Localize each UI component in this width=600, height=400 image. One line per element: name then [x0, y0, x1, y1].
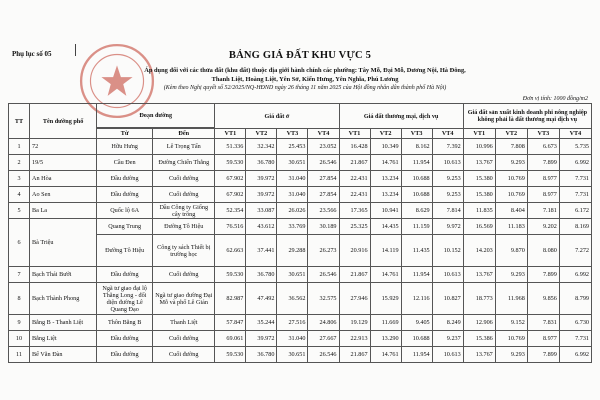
cell-tt: 3 [9, 171, 30, 187]
cell-price: 11.435 [401, 235, 432, 267]
cell-price: 11.835 [463, 203, 495, 219]
cell-price: 11.954 [401, 267, 432, 283]
cell-price: 9.293 [495, 347, 527, 363]
header-com-vt1: VT1 [339, 129, 370, 139]
cell-price: 8.977 [527, 331, 559, 347]
cell-price: 22.431 [339, 171, 370, 187]
cell-price: 19.129 [339, 315, 370, 331]
header-com-vt2: VT2 [370, 129, 401, 139]
cell-from: Đầu đường [97, 187, 153, 203]
table-row [9, 347, 592, 363]
table-row [9, 315, 592, 331]
table-row [9, 283, 592, 315]
cell-price: 10.613 [432, 267, 463, 283]
cell-street-name: Bằng B - Thanh Liệt [30, 315, 97, 331]
header-tt: TT [9, 104, 30, 139]
cell-price: 7.899 [527, 155, 559, 171]
header-com-vt4: VT4 [432, 129, 463, 139]
cell-street-name: Ao Sen [30, 187, 97, 203]
cell-price: 9.237 [432, 331, 463, 347]
cell-price: 6.992 [559, 155, 591, 171]
cell-street-name: An Hòa [30, 171, 97, 187]
cell-price: 9.293 [495, 155, 527, 171]
cell-price: 33.087 [246, 203, 277, 219]
cell-street-name: Bế Văn Đàn [30, 347, 97, 363]
cell-price: 32.342 [246, 139, 277, 155]
cell-price: 13.767 [463, 155, 495, 171]
cell-price: 82.987 [215, 283, 246, 315]
cell-price: 8.977 [527, 171, 559, 187]
cell-tt: 5 [9, 203, 30, 219]
cell-price: 9.856 [527, 283, 559, 315]
cell-price: 31.040 [277, 331, 308, 347]
cell-from: Hữu Hưng [97, 139, 153, 155]
cell-price: 36.562 [277, 283, 308, 315]
cell-price: 10.769 [495, 171, 527, 187]
cell-price: 23.566 [308, 203, 339, 219]
cell-price: 20.916 [339, 235, 370, 267]
table-row [9, 331, 592, 347]
cell-price: 30.651 [277, 347, 308, 363]
cell-from: Đầu đường [97, 171, 153, 187]
header-street: Tên đường phố [30, 104, 97, 139]
header-com-vt3: VT3 [401, 129, 432, 139]
cell-street-name: Bạch Thái Bưởi [30, 267, 97, 283]
cell-to: Cuối đường [153, 347, 215, 363]
cell-from: Cầu Đen [97, 155, 153, 171]
cell-price: 7.899 [527, 267, 559, 283]
cell-price: 10.996 [463, 139, 495, 155]
cell-price: 39.972 [246, 187, 277, 203]
cell-price: 15.929 [370, 283, 401, 315]
cell-street-name: Bạch Thành Phong [30, 283, 97, 315]
cell-street-name: 72 [30, 139, 97, 155]
cell-price: 10.688 [401, 187, 432, 203]
table-row [9, 187, 592, 203]
cell-price: 8.169 [559, 219, 591, 235]
cell-price: 9.253 [432, 171, 463, 187]
cell-tt: 1 [9, 139, 30, 155]
cell-price: 15.380 [463, 187, 495, 203]
cell-from: Thôn Bằng B [97, 315, 153, 331]
cell-price: 21.867 [339, 155, 370, 171]
cell-price: 13.290 [370, 331, 401, 347]
cell-to: Cuối đường [153, 171, 215, 187]
cell-tt: 10 [9, 331, 30, 347]
cell-price: 25.453 [277, 139, 308, 155]
cell-price: 27.854 [308, 187, 339, 203]
cell-price: 7.272 [559, 235, 591, 267]
cell-price: 7.731 [559, 331, 591, 347]
cell-price: 11.954 [401, 155, 432, 171]
cell-price: 10.613 [432, 347, 463, 363]
cell-street-name: 19/5 [30, 155, 97, 171]
cell-price: 30.651 [277, 267, 308, 283]
cell-price: 26.026 [277, 203, 308, 219]
cell-price: 7.808 [495, 139, 527, 155]
cell-price: 27.854 [308, 171, 339, 187]
cell-price: 30.651 [277, 155, 308, 171]
cell-price: 10.941 [370, 203, 401, 219]
cell-price: 11.183 [495, 219, 527, 235]
cell-price: 62.663 [215, 235, 246, 267]
cell-price: 18.773 [463, 283, 495, 315]
cell-to: Đường Chiến Thắng [153, 155, 215, 171]
cell-price: 76.516 [215, 219, 246, 235]
cell-price: 51.336 [215, 139, 246, 155]
cell-price: 16.428 [339, 139, 370, 155]
header-commercial: Giá đất thương mại, dịch vụ [339, 104, 463, 129]
cell-to: Ngã tư giao đường Đại Mỗ và phố Lê Giản [153, 283, 215, 315]
cell-price: 9.870 [495, 235, 527, 267]
cell-price: 6.172 [559, 203, 591, 219]
cell-price: 31.040 [277, 187, 308, 203]
cell-price: 43.612 [246, 219, 277, 235]
cell-street-name: Bà Triệu [30, 219, 97, 267]
cell-price: 52.354 [215, 203, 246, 219]
cell-price: 8.977 [527, 187, 559, 203]
cell-price: 9.202 [527, 219, 559, 235]
cell-price: 12.116 [401, 283, 432, 315]
header-residential: Giá đất ở [215, 104, 339, 129]
cell-price: 7.181 [527, 203, 559, 219]
table-row [9, 219, 592, 235]
cell-price: 7.899 [527, 347, 559, 363]
cell-to: Lê Trọng Tấn [153, 139, 215, 155]
cell-price: 11.954 [401, 347, 432, 363]
cell-price: 8.629 [401, 203, 432, 219]
cell-price: 17.365 [339, 203, 370, 219]
cell-price: 22.913 [339, 331, 370, 347]
cell-to: Cuối đường [153, 331, 215, 347]
cell-price: 22.431 [339, 187, 370, 203]
cell-price: 10.688 [401, 331, 432, 347]
cell-price: 37.441 [246, 235, 277, 267]
cell-price: 9.293 [495, 267, 527, 283]
cell-price: 14.761 [370, 267, 401, 283]
header-from: Từ [97, 129, 153, 139]
cell-price: 9.253 [432, 187, 463, 203]
cell-price: 13.767 [463, 347, 495, 363]
cell-tt: 11 [9, 347, 30, 363]
cell-price: 11.669 [370, 315, 401, 331]
cell-tt: 8 [9, 283, 30, 315]
cell-price: 39.972 [246, 331, 277, 347]
cell-to: Đường Tô Hiệu [153, 219, 215, 235]
cell-price: 21.867 [339, 347, 370, 363]
cell-to: Công ty sách Thiết bị trường học [153, 235, 215, 267]
cell-price: 59.530 [215, 347, 246, 363]
cell-price: 11.968 [495, 283, 527, 315]
header-res-vt3: VT3 [277, 129, 308, 139]
cell-to: Dầu Công ty Giống cây trồng [153, 203, 215, 219]
cell-price: 9.405 [401, 315, 432, 331]
land-price-table [8, 103, 592, 363]
header-prod-vt2: VT2 [495, 129, 527, 139]
cell-tt: 9 [9, 315, 30, 331]
cell-price: 47.492 [246, 283, 277, 315]
header-res-vt1: VT1 [215, 129, 246, 139]
cell-price: 8.249 [432, 315, 463, 331]
cell-price: 10.688 [401, 171, 432, 187]
cell-price: 67.902 [215, 187, 246, 203]
cell-price: 25.325 [339, 219, 370, 235]
table-row [9, 171, 592, 187]
cell-price: 15.380 [463, 171, 495, 187]
unit-note: Đơn vị tính: 1000 đồng/m2 [522, 96, 588, 102]
header-production: Giá đất sản xuất kinh doanh phi nông nghiệp không phải là đất thương mại dịch vụ [463, 104, 591, 129]
cell-price: 7.731 [559, 187, 591, 203]
cell-from: Ngã tư giao đại lộ Thăng Long - đối diện đường Lê Quang Đạo [97, 283, 153, 315]
cell-from: Đầu đường [97, 331, 153, 347]
cell-tt: 4 [9, 187, 30, 203]
cell-price: 57.847 [215, 315, 246, 331]
document-subtitle [95, 66, 515, 84]
cell-price: 27.946 [339, 283, 370, 315]
cell-price: 39.972 [246, 171, 277, 187]
cell-price: 7.831 [527, 315, 559, 331]
cell-tt: 6 [9, 219, 30, 267]
cell-price: 14.761 [370, 155, 401, 171]
subtitle-line-1: Áp dụng đối với các thửa đất (khu đất) thuộc địa giới hành chính các phường: Tây Mỗ, Đại Mỗ, Dương Nội, Hà Đông, [144, 67, 466, 74]
cell-price: 10.769 [495, 187, 527, 203]
cell-price: 7.731 [559, 171, 591, 187]
cell-price: 33.769 [277, 219, 308, 235]
header-res-vt4: VT4 [308, 129, 339, 139]
table-row [9, 235, 592, 267]
cell-price: 26.546 [308, 347, 339, 363]
cell-price: 7.814 [432, 203, 463, 219]
cell-price: 29.288 [277, 235, 308, 267]
cell-price: 12.906 [463, 315, 495, 331]
cell-price: 14.761 [370, 347, 401, 363]
cell-to: Thanh Liệt [153, 315, 215, 331]
cell-price: 27.516 [277, 315, 308, 331]
cell-price: 8.080 [527, 235, 559, 267]
cell-from: Quốc lộ 6A [97, 203, 153, 219]
cell-price: 14.203 [463, 235, 495, 267]
cell-street-name: Ba La [30, 203, 97, 219]
cell-from: Đầu đường [97, 347, 153, 363]
cell-price: 59.530 [215, 155, 246, 171]
cell-price: 23.052 [308, 139, 339, 155]
cell-price: 9.972 [432, 219, 463, 235]
cell-price: 7.392 [432, 139, 463, 155]
cell-to: Cuối đường [153, 187, 215, 203]
cell-price: 14.435 [370, 219, 401, 235]
cell-tt: 2 [9, 155, 30, 171]
document-title: BẢNG GIÁ ĐẤT KHU VỰC 5 [228, 50, 372, 61]
cell-price: 8.162 [401, 139, 432, 155]
cell-price: 15.386 [463, 331, 495, 347]
cell-price: 21.867 [339, 267, 370, 283]
subtitle-line-2: Thanh Liệt, Hoàng Liệt, Yên Sở, Kiến Hưng, Yên Nghĩa, Phú Lương [211, 76, 399, 83]
cell-price: 36.780 [246, 267, 277, 283]
appendix-label: Phụ lục số 05 [12, 50, 52, 58]
cell-price: 13.767 [463, 267, 495, 283]
cell-from: Quang Trung [97, 219, 153, 235]
legal-basis: (Kèm theo Nghị quyết số 52/2025/NQ-HĐND ngày 26 tháng 11 năm 2025 của Hội đồng nhân dân thành phố Hà Nội) [163, 85, 447, 91]
cell-price: 36.780 [246, 155, 277, 171]
header-prod-vt3: VT3 [527, 129, 559, 139]
cell-price: 35.244 [246, 315, 277, 331]
table-body [9, 139, 592, 363]
table-header [9, 104, 592, 139]
cell-price: 26.273 [308, 235, 339, 267]
table-row [9, 139, 592, 155]
cell-price: 6.730 [559, 315, 591, 331]
cell-price: 14.119 [370, 235, 401, 267]
cell-price: 11.159 [401, 219, 432, 235]
cell-price: 31.040 [277, 171, 308, 187]
cell-price: 9.152 [495, 315, 527, 331]
header-to: Đến [153, 129, 215, 139]
table-row [9, 155, 592, 171]
header-section: Đoạn đường [97, 104, 215, 128]
cell-price: 10.349 [370, 139, 401, 155]
cell-price: 10.827 [432, 283, 463, 315]
cell-from: Đầu đường [97, 267, 153, 283]
cell-price: 36.780 [246, 347, 277, 363]
table-row [9, 267, 592, 283]
cell-price: 13.234 [370, 171, 401, 187]
cell-from: Đường Tô Hiệu [97, 235, 153, 267]
cell-price: 32.575 [308, 283, 339, 315]
cell-price: 69.061 [215, 331, 246, 347]
cell-price: 26.546 [308, 155, 339, 171]
cell-price: 30.189 [308, 219, 339, 235]
cell-price: 6.992 [559, 347, 591, 363]
cell-price: 6.673 [527, 139, 559, 155]
cell-price: 13.234 [370, 187, 401, 203]
cell-price: 8.799 [559, 283, 591, 315]
cell-price: 6.992 [559, 267, 591, 283]
cell-price: 27.667 [308, 331, 339, 347]
cell-price: 10.769 [495, 331, 527, 347]
cell-price: 26.546 [308, 267, 339, 283]
header-prod-vt4: VT4 [559, 129, 591, 139]
cell-price: 67.902 [215, 171, 246, 187]
header-prod-vt1: VT1 [463, 129, 495, 139]
table-row [9, 203, 592, 219]
cell-price: 10.613 [432, 155, 463, 171]
cell-street-name: Bằng Liệt [30, 331, 97, 347]
cell-price: 8.404 [495, 203, 527, 219]
cell-price: 5.735 [559, 139, 591, 155]
header-res-vt2: VT2 [246, 129, 277, 139]
cell-price: 59.530 [215, 267, 246, 283]
cell-to: Cuối đường [153, 267, 215, 283]
cell-price: 10.152 [432, 235, 463, 267]
cell-price: 16.569 [463, 219, 495, 235]
cell-tt: 7 [9, 267, 30, 283]
cell-price: 24.806 [308, 315, 339, 331]
